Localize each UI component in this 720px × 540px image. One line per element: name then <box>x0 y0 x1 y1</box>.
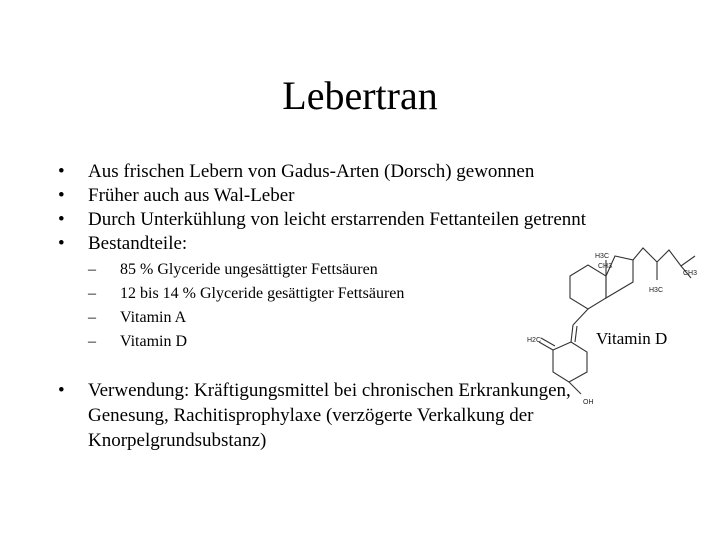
bullet-text: Bestandteile: <box>88 233 188 254</box>
bullet-text: Aus frischen Lebern von Gadus-Arten (Dorsch) gewonnen <box>88 161 535 182</box>
bullet-text: Früher auch aus Wal-Leber <box>88 185 295 206</box>
dash-marker: – <box>88 333 96 350</box>
bullet-marker: • <box>58 380 65 401</box>
figure-label: Vitamin D <box>596 329 668 348</box>
double-bond-a <box>571 325 573 342</box>
dash-marker: – <box>88 261 96 278</box>
slide-title: Lebertran <box>282 73 438 118</box>
sub-bullet-text: 12 bis 14 % Glyceride gesättigter Fettsäuren <box>120 285 405 302</box>
methyl-label-chain: H3C <box>649 287 664 294</box>
side-chain <box>633 248 695 266</box>
bullet-marker: • <box>58 209 65 230</box>
sub-bullet-text: Vitamin A <box>120 309 187 326</box>
usage-text: Verwendung: Kräftigungsmittel bei chronischen Erkrankungen, Genesung, Rachitisprophylaxe (verzögerte Verkalkung der Knorpelgrundsubstanz) <box>88 380 571 451</box>
dash-marker: – <box>88 309 96 326</box>
bullet-item <box>58 208 628 232</box>
methyl-label-ring: CH3 <box>598 263 613 270</box>
methylene-label: H2C <box>527 337 542 344</box>
bullet-marker: • <box>58 185 65 206</box>
six-membered-ring-c <box>570 265 606 309</box>
dash-marker: – <box>88 285 96 302</box>
hydroxyl-label: OH <box>583 399 594 406</box>
usage-bullet <box>58 378 648 453</box>
methyl-label-top: H3C <box>595 253 610 260</box>
methyl-label-right: CH3 <box>683 270 698 277</box>
bond-to-exocyclic <box>573 309 588 325</box>
bullet-marker: • <box>58 233 65 254</box>
bullet-marker: • <box>58 161 65 182</box>
bullet-text: Durch Unterkühlung von leicht erstarrenden Fettanteilen getrennt <box>88 209 587 230</box>
sub-bullet-text: Vitamin D <box>120 333 188 350</box>
bullet-item <box>58 184 628 208</box>
sub-bullet-text: 85 % Glyceride ungesättigter Fettsäuren <box>120 261 378 278</box>
six-membered-ring-a <box>553 342 587 382</box>
bullet-item <box>58 160 628 184</box>
double-bond-b <box>575 326 577 342</box>
